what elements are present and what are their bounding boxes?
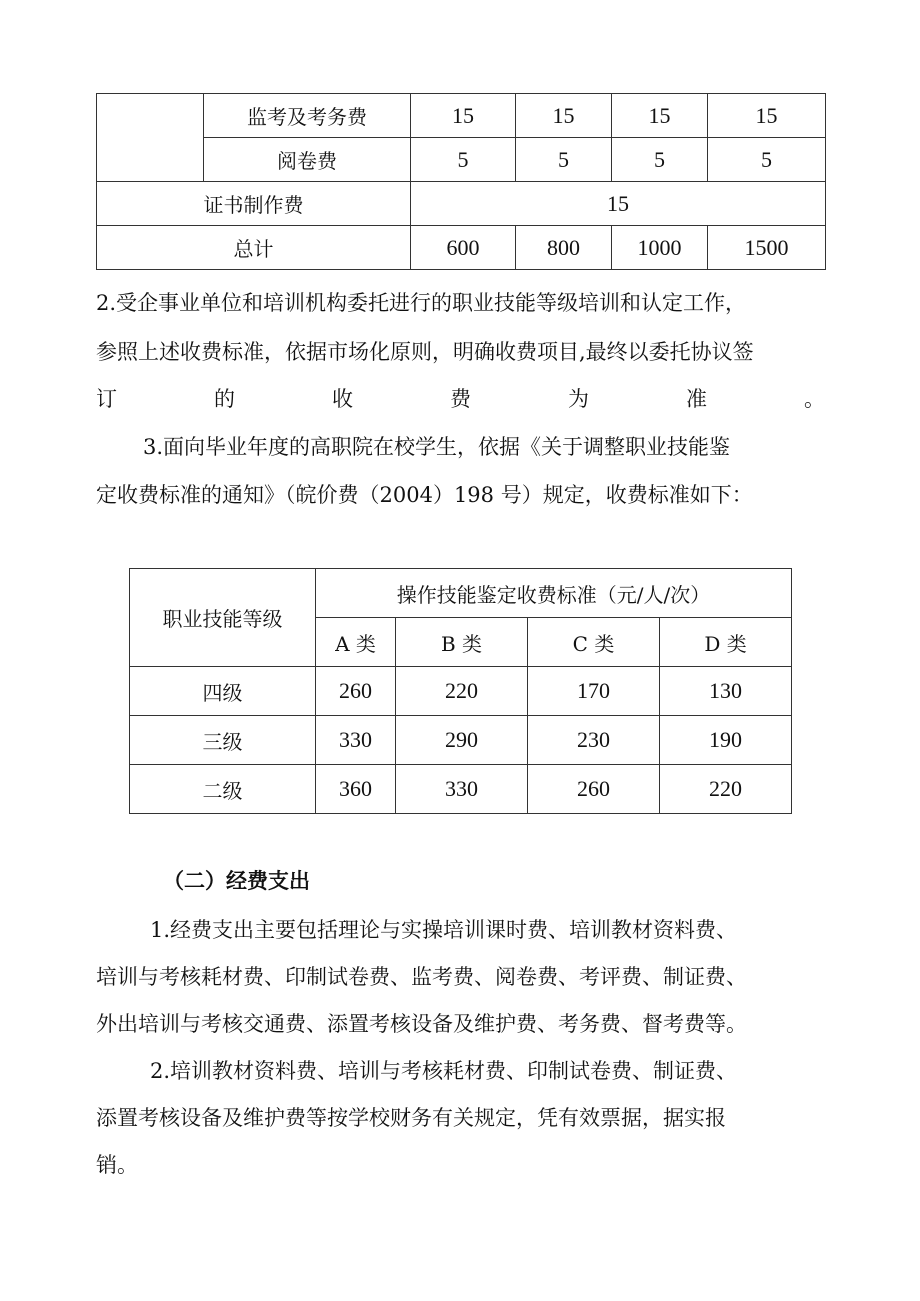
table-cell: 5 <box>708 138 826 182</box>
paragraph-line-justified <box>96 385 825 413</box>
row-label: 证书制作费 <box>97 182 411 226</box>
column-header: B 类 <box>396 618 528 667</box>
row-label: 四级 <box>130 667 316 716</box>
table-cell: 330 <box>316 716 396 765</box>
table-cell: 15 <box>411 182 826 226</box>
table-cell: 15 <box>516 94 612 138</box>
row-label: 三级 <box>130 716 316 765</box>
table-header-row <box>130 569 792 618</box>
table-cell: 330 <box>396 765 528 814</box>
table-row <box>130 716 792 765</box>
paragraph-line: 定收费标准的通知》（皖价费（2004）198 号）规定，收费标准如下： <box>96 483 753 507</box>
table-row <box>130 667 792 716</box>
group-header: 操作技能鉴定收费标准（元/人/次） <box>316 569 792 618</box>
table-cell: 230 <box>528 716 660 765</box>
table-cell: 290 <box>396 716 528 765</box>
table-cell: 800 <box>516 226 612 270</box>
table-cell: 1500 <box>708 226 826 270</box>
row-label: 阅卷费 <box>204 138 411 182</box>
skill-fee-table <box>129 568 792 814</box>
paragraph-line: 3.面向毕业年度的高职院在校学生，依据《关于调整职业技能鉴 <box>143 435 731 459</box>
table-cell: 360 <box>316 765 396 814</box>
char: 为 <box>568 387 589 411</box>
paragraph-line: 参照上述收费标准，依据市场化原则，明确收费项目,最终以委托协议签 <box>96 340 754 364</box>
table-cell: 15 <box>708 94 826 138</box>
table-cell: 15 <box>612 94 708 138</box>
column-header: C 类 <box>528 618 660 667</box>
char: 。 <box>804 387 825 411</box>
paragraph-line: 2.培训教材资料费、培训与考核耗材费、印制试卷费、制证费、 <box>150 1059 738 1083</box>
table-cell: 5 <box>612 138 708 182</box>
table-cell: 190 <box>660 716 792 765</box>
table-row <box>97 226 826 270</box>
section-heading: （二）经费支出 <box>163 869 310 893</box>
char: 准 <box>686 387 707 411</box>
table-cell: 600 <box>411 226 516 270</box>
table-row <box>97 138 826 182</box>
paragraph-line: 2.受企事业单位和培训机构委托进行的职业技能等级培训和认定工作， <box>96 291 747 315</box>
table-cell: 130 <box>660 667 792 716</box>
table-cell: 220 <box>396 667 528 716</box>
corner-header: 职业技能等级 <box>130 569 316 667</box>
paragraph-line: 销。 <box>96 1153 138 1177</box>
paragraph-line: 培训与考核耗材费、印制试卷费、监考费、阅卷费、考评费、制证费、 <box>96 965 747 989</box>
fee-table-continued <box>96 93 826 270</box>
column-header: A 类 <box>316 618 396 667</box>
table-cell: 5 <box>516 138 612 182</box>
table-cell: 1000 <box>612 226 708 270</box>
row-label: 监考及考务费 <box>204 94 411 138</box>
paragraph-line: 外出培训与考核交通费、添置考核设备及维护费、考务费、督考费等。 <box>96 1012 747 1036</box>
char: 的 <box>214 387 235 411</box>
paragraph-line: 添置考核设备及维护费等按学校财务有关规定，凭有效票据，据实报 <box>96 1106 726 1130</box>
table-cell: 170 <box>528 667 660 716</box>
table-cell: 260 <box>316 667 396 716</box>
row-label: 二级 <box>130 765 316 814</box>
paragraph-line: 1.经费支出主要包括理论与实操培训课时费、培训教材资料费、 <box>150 918 738 942</box>
table-cell: 15 <box>411 94 516 138</box>
char: 收 <box>332 387 353 411</box>
table-cell: 220 <box>660 765 792 814</box>
table-cell: 5 <box>411 138 516 182</box>
table-row <box>97 94 826 138</box>
char: 订 <box>96 387 117 411</box>
merged-empty-cell <box>97 94 204 182</box>
table-row <box>130 765 792 814</box>
char: 费 <box>450 387 471 411</box>
table-cell: 260 <box>528 765 660 814</box>
column-header: D 类 <box>660 618 792 667</box>
table-row <box>97 182 826 226</box>
row-label: 总计 <box>97 226 411 270</box>
